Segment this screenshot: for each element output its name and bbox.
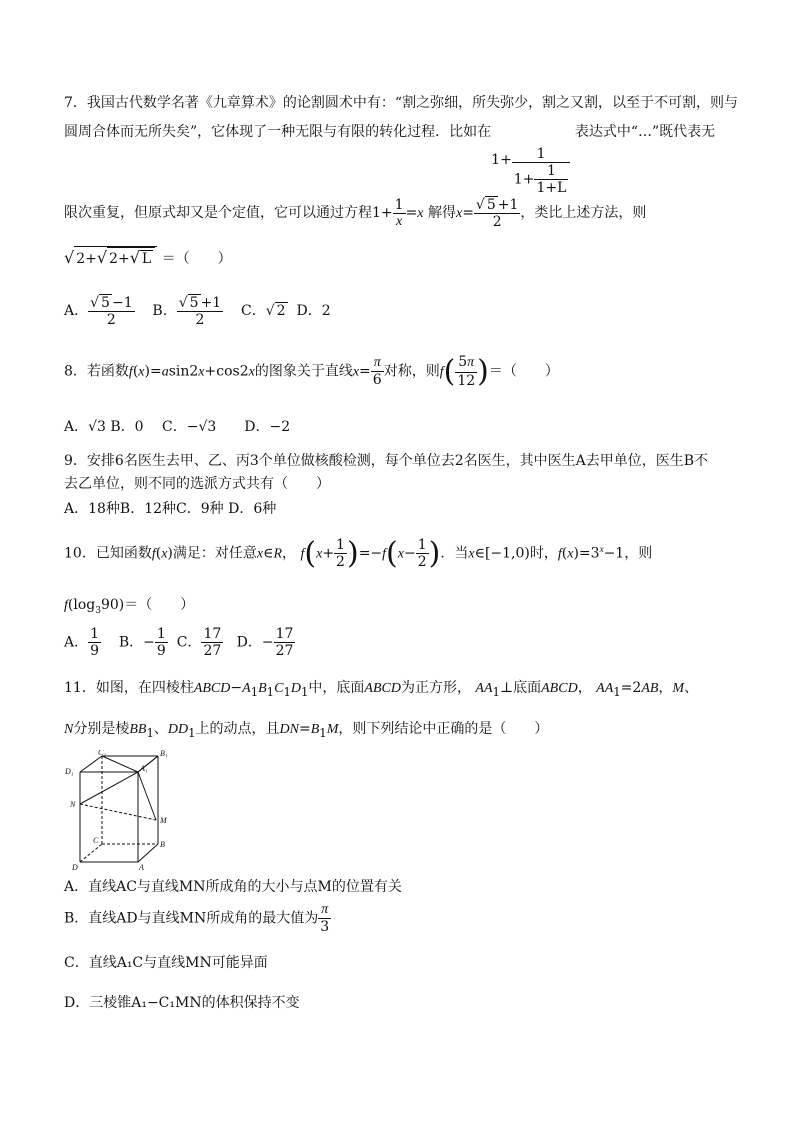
label-b1: B₁	[160, 750, 168, 758]
q8-stem-c: 对称，则	[383, 363, 440, 380]
q8-options: A．√3 B．0 C．−√3 D．−2	[64, 419, 291, 435]
q10-stem-d: 时，	[529, 545, 558, 562]
label-m: M	[160, 816, 167, 825]
q7-line3: 限次重复，但原式却又是个定值，它可以通过方程1+ $\frac{1}{x}$ =x 解得x= $\frac{√ 5 +1}{2}$ ，类比上述方法，则	[64, 196, 647, 231]
q9-line1: 9．安排6名医生去甲、乙、丙3个单位做核酸检测，每个单位去2名医生，其中医生A去甲单位，医生B不	[64, 453, 709, 469]
label-d1: D₁	[65, 767, 74, 776]
q8-stem: 8．若函数f(x)=asin2x+cos2x的图象关于直线x= $\frac{\pi}{6}$ 对称，则f( $\frac{5\pi}{12}$ )＝（ ）	[64, 354, 559, 389]
label-a: A	[139, 863, 144, 872]
q11-line1-a: 11．如图，在四棱柱	[64, 680, 194, 696]
q7-line2-text: 圆周合体而无所失矣”，它体现了一种无限与有限的转化过程．比如在	[64, 124, 492, 140]
prism-figure	[60, 750, 180, 872]
label-a1: A₁	[140, 764, 148, 773]
q7-options: A． $\frac{√ 5 -1}{2}$ B． $\frac{√ 5 +1}{2}$ C．√ 2 D．2	[64, 295, 331, 329]
q10-stem-b: 满足：对任意	[172, 545, 257, 562]
label-n: N	[70, 800, 76, 809]
label-d: D	[72, 863, 78, 872]
q7-option-d: D．2	[296, 303, 331, 320]
q11-line1: 11．如图，在四棱柱$ABCD-A_1B_1C_1D_1$中，底面ABCD为正方形， $AA_1\perp$底面ABCD， $AA_1=2AB$，M、	[64, 680, 699, 699]
q11-line2-a: 分别是棱	[73, 721, 130, 737]
q10-stem-e: ，则	[624, 545, 653, 562]
q10-stem-a: 10．已知函数	[64, 545, 152, 562]
q7-expression-tail: ＝（ ）	[161, 251, 232, 267]
q10-option-a-label: A．	[64, 634, 89, 651]
q7-line2	[64, 121, 715, 196]
q11-option-b: B．直线AD与直线MN所成角的最大值为 $\frac{\pi}{3}$	[64, 902, 330, 936]
q9-line2: 去乙单位，则不同的选派方式共有（ ）	[64, 476, 330, 492]
q11-line1-b: 中，底面	[308, 680, 365, 696]
q7-line3-text2: 解得	[427, 205, 456, 222]
q10-options: A． $\frac{1}{9}$ B．− $\frac{1}{9}$ C． $\frac{17}{27}$ D．− $\frac{17}{27}$	[64, 626, 294, 660]
label-c1: C₁	[98, 750, 107, 757]
q10-option-b-label: B．	[118, 634, 144, 651]
q8-stem-d: ＝（ ）	[488, 363, 559, 380]
q11-option-a: A．直线AC与直线MN所成角的大小与点M的位置有关	[64, 879, 402, 895]
q11-option-b-text: B．直线AD与直线MN所成角的最大值为	[64, 910, 319, 927]
q7-option-c-label: C．	[241, 303, 266, 320]
q7-line3-text: 限次重复，但原式却又是个定值，它可以通过方程	[64, 205, 372, 222]
label-b: B	[160, 840, 165, 849]
q11-line1-c: 为正方形，	[400, 680, 471, 696]
q9-options: A．18种B．12种C．9种 D．6种	[64, 501, 277, 517]
q10-stem-c: ．当	[440, 545, 469, 562]
q8-stem-b: 的图象关于直线	[254, 363, 353, 380]
q10-option-d-label: D．	[236, 634, 262, 651]
q7-line3-text3: ，类比上述方法，则	[520, 205, 647, 222]
q11-line1-d: 底面	[513, 680, 542, 696]
q10-option-c-label: C．	[176, 634, 202, 651]
q11-line2: N分别是棱$BB_1$、$DD_1$上的动点，且$DN=B_1M$，则下列结论中正确的是（ ）	[64, 721, 549, 740]
q7-continued-fraction: 1+ 1 1+ $\frac{1}{1+L}$	[491, 146, 570, 196]
q7-expression: √ 2+√ 2+√ L ＝（ ）	[64, 248, 232, 267]
q11-line2-c: ，则下列结论中正确的是（ ）	[338, 721, 549, 737]
q7-line1: 7．我国古代数学名著《九章算术》的论割圆术中有：“割之弥细，所失弥少，割之又割，以至于不可割，则与	[64, 95, 739, 111]
q10-stem: 10．已知函数f(x)满足：对任意x∈R， f(x+ $\frac{1}{2}$ )=−f(x− $\frac{1}{2}$ )．当x∈[−1,0)时，$f(x)=3^x-1$，则	[64, 536, 653, 571]
q8-stem-a: 8．若函数	[64, 363, 129, 380]
q11-line2-b: 上的动点，且	[195, 721, 280, 737]
q11-option-c: C．直线A₁C与直线MN可能异面	[64, 955, 268, 971]
q11-option-d: D．三棱锥A₁−C₁MN的体积保持不变	[64, 995, 300, 1011]
q7-option-b-label: B．	[152, 303, 177, 320]
label-c: C	[93, 836, 99, 845]
q10-line2: $f(\log_390)=$（ ）	[64, 597, 195, 616]
q7-line2-tail: 表达式中“…”既代表无	[574, 124, 716, 140]
q10-line2-tail: ＝（ ）	[124, 597, 195, 613]
q7-option-a-label: A．	[64, 303, 89, 320]
